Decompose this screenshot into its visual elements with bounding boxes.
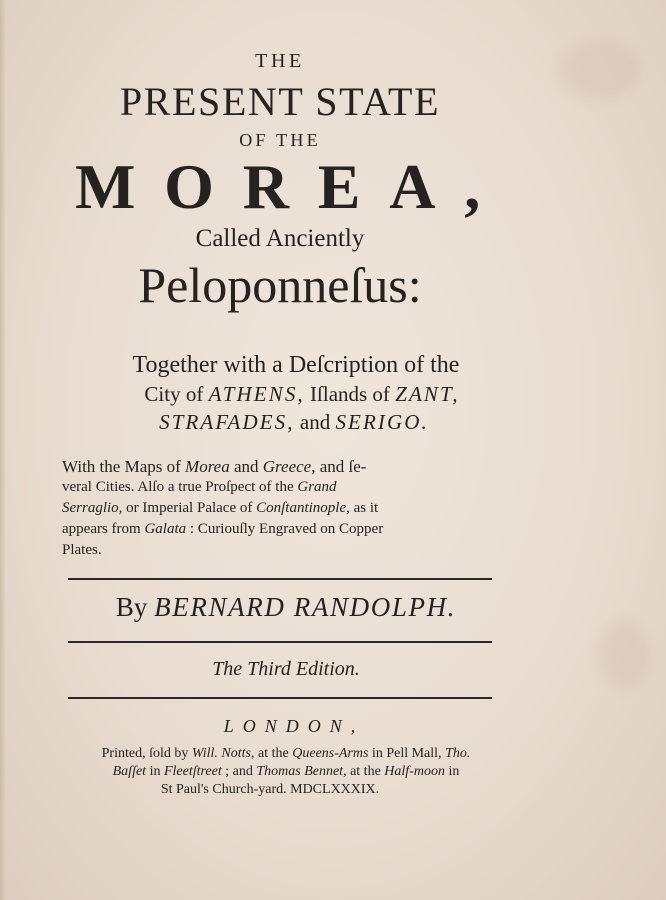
maps-paragraph	[62, 456, 494, 561]
title-called-anciently: Called Anciently	[195, 225, 365, 252]
title-morea: MOREA,	[74, 151, 510, 222]
maps-line-3: Serraglio, or Imperial Palace of Conſtantinople, as it	[62, 500, 379, 516]
maps-line-2: veral Cities. Alſo a true Proſpect of the Grand	[62, 479, 337, 495]
imprint-line-2: Baſſet in Fleetſtreet ; and Thomas Bennet, at the Half-moon in	[112, 764, 460, 779]
maps-line-5: Plates.	[62, 542, 102, 558]
title-the: THE	[255, 50, 305, 72]
maps-line-4: appears from Galata : Curiouſly Engraved on Copper	[62, 521, 384, 537]
title-peloponnesus: Peloponneſus:	[138, 257, 422, 313]
maps-line-1: With the Maps of Morea and Greece, and ſe-	[62, 457, 367, 476]
author-line	[6, 592, 566, 623]
together-line-1: Together with a Deſcription of the	[132, 352, 460, 378]
title-present-state: PRESENT STATE	[119, 79, 441, 124]
edition: The Third Edition.	[212, 658, 360, 680]
author-by: By	[115, 592, 148, 622]
paper-stain	[600, 620, 650, 690]
rule-above-edition	[68, 641, 492, 643]
imprint-city: LONDON,	[223, 716, 365, 736]
imprint-line-1: Printed, ſold by Will. Notts, at the Queens-Arms in Pell Mall, Tho.	[101, 746, 471, 761]
paper-stain	[560, 40, 640, 100]
together-line-3: STRAFADES, and SERIGO.	[159, 410, 429, 434]
imprint-line-3: St Paul's Church-yard. MDCLXXXIX.	[160, 782, 380, 797]
rule-above-author	[68, 578, 492, 580]
rule-above-imprint	[68, 697, 492, 699]
together-line-2: City of ATHENS, Iſlands of ZANT,	[144, 382, 460, 406]
title-of-the: OF THE	[239, 130, 321, 150]
author-name: BERNARD RANDOLPH.	[154, 592, 457, 622]
